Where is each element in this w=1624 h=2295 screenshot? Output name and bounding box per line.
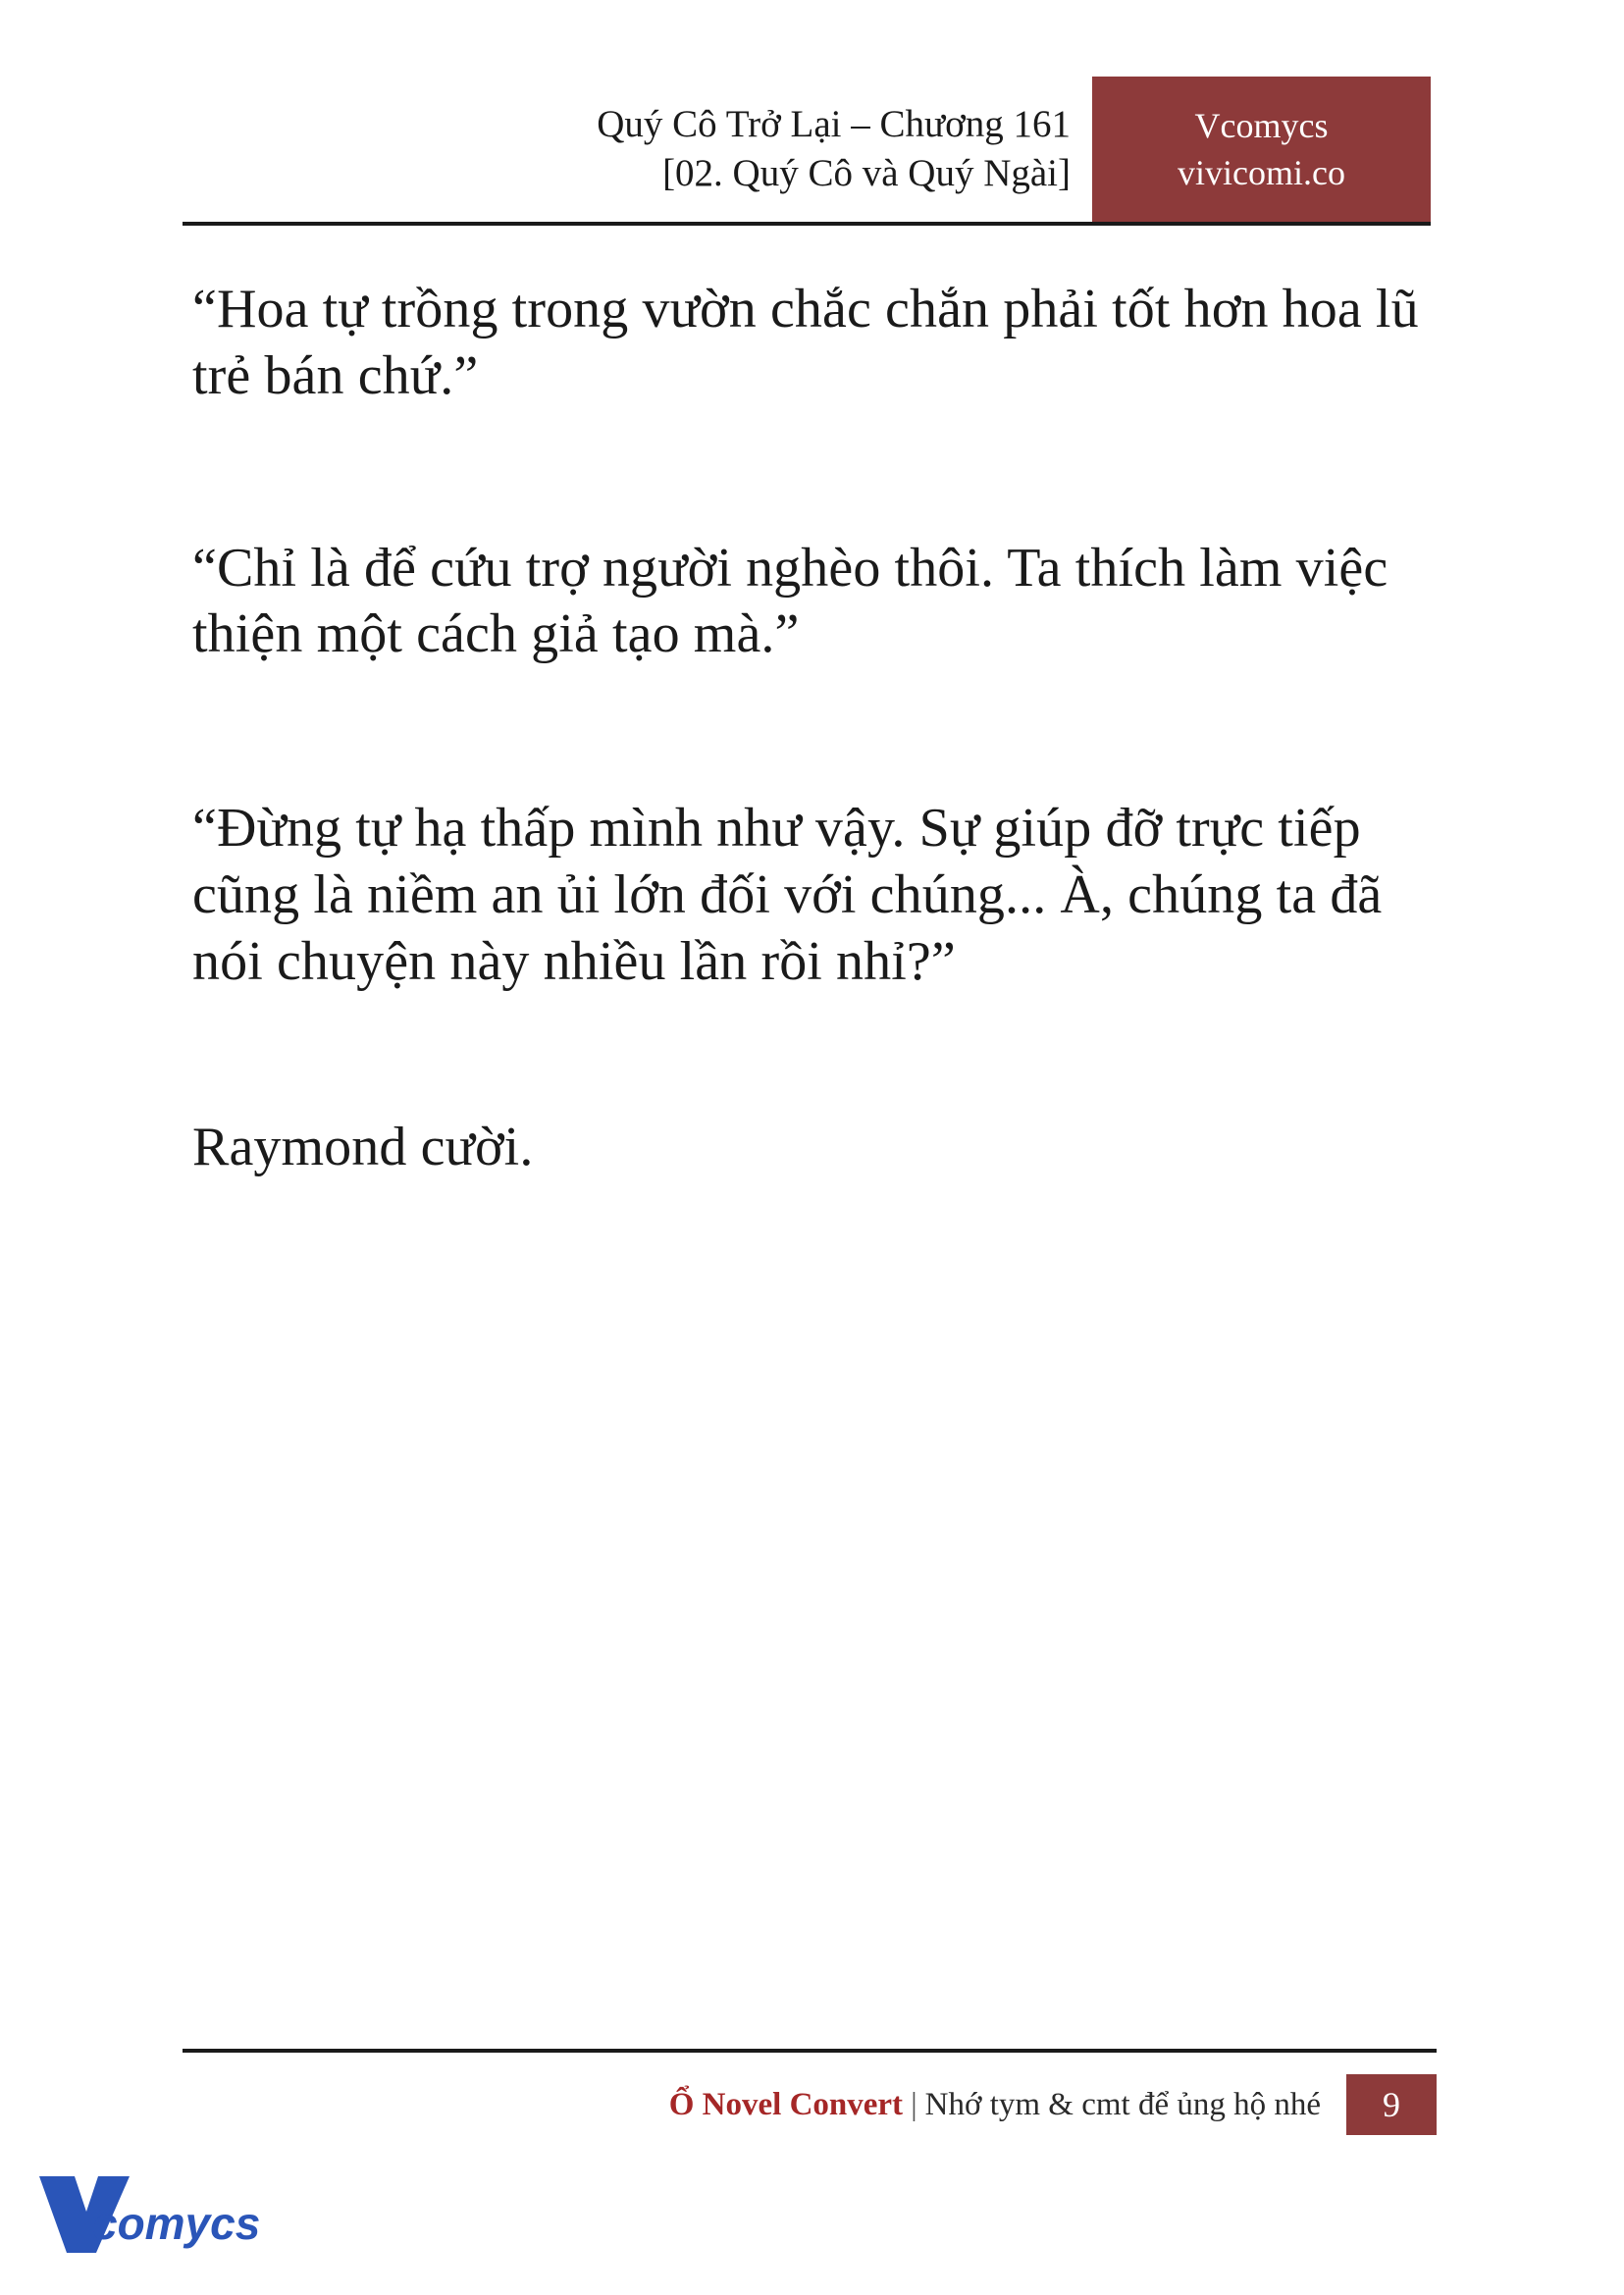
footer-credit — [669, 2074, 1346, 2135]
page-content — [192, 277, 1439, 1181]
site-badge — [1092, 77, 1431, 222]
chapter-title-line-2: [02. Quý Cô và Quý Ngài] — [662, 152, 1071, 194]
svg-text:comycs: comycs — [92, 2198, 261, 2249]
site-badge-name: Vcomycs — [1194, 105, 1329, 145]
header-divider — [183, 222, 1431, 226]
chapter-title — [183, 77, 1092, 222]
paragraph: Raymond cười. — [192, 1117, 534, 1178]
chapter-title-line-1: Quý Cô Trở Lại – Chương 161 — [597, 103, 1071, 146]
footer-note: Nhớ tym & cmt để ủng hộ nhé — [924, 2086, 1321, 2122]
site-badge-url: vivicomi.co — [1178, 153, 1345, 192]
paragraph: “Hoa tự trồng trong vườn chắc chắn phải tốt hơn hoa lũ trẻ bán chứ.” — [192, 279, 1419, 406]
footer-brand: Ổ Novel Convert — [668, 2086, 904, 2122]
paragraph: “Chỉ là để cứu trợ người nghèo thôi. Ta thích làm việc thiện một cách giả tạo mà.” — [192, 537, 1388, 665]
footer-divider — [183, 2049, 1437, 2053]
paragraph: “Đừng tự hạ thấp mình như vậy. Sự giúp đỡ trực tiếp cũng là niềm an ủi lớn đối với chúng... À, chúng ta đã nói chuyện này nhiều lần rồi nhỉ?” — [192, 798, 1383, 992]
page-header — [183, 77, 1431, 234]
page-number: 9 — [1346, 2074, 1437, 2135]
page-footer — [183, 2049, 1437, 2135]
footer-separator: | — [911, 2086, 917, 2122]
vcomycs-watermark-icon — [35, 2168, 261, 2263]
